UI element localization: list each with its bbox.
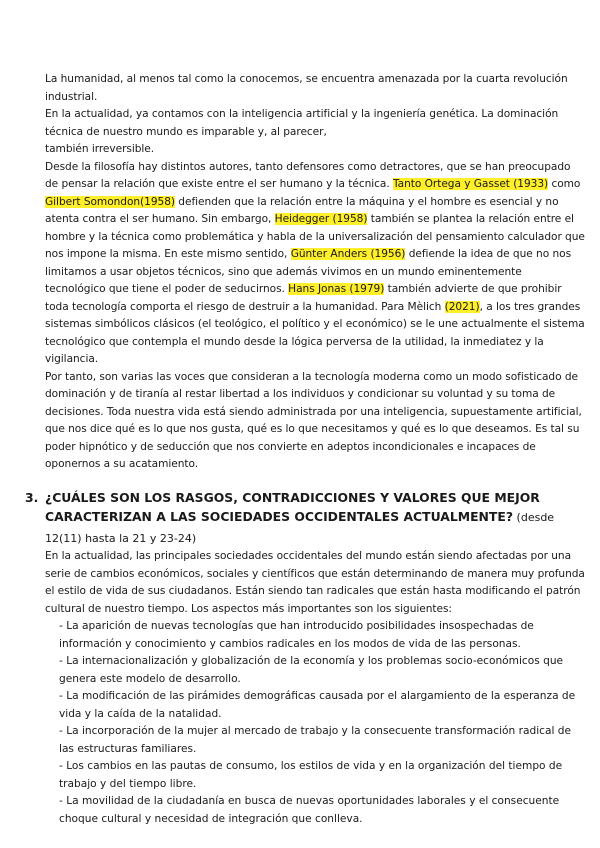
- question-number: 3.: [25, 489, 39, 505]
- document-page: [25, 71, 585, 828]
- highlight-heidegger: Heidegger (1958): [274, 213, 368, 225]
- list-item: - La internacionalización y globalización de la economía y los problemas socio-económicos que genera este modelo de desarrollo.: [59, 655, 564, 685]
- philosophy-paragraph: [45, 159, 585, 369]
- highlight-simondon: Gilbert Somondon(1958): [45, 195, 175, 208]
- intro-line-1: La humanidad, al menos tal como la conocemos, se encuentra amenazada por la cuarta revolución industrial.: [45, 73, 568, 103]
- list-item: - La modificación de las pirámides demográficas causada por el alargamiento de la esperanza de vida y la caída de la natalidad.: [59, 690, 576, 720]
- highlight-melich-year: (2021): [444, 300, 480, 313]
- text-span: defienden que la relación entre la máquina y el hombre es esencial y no atenta contra el ser humano. Sin embargo,: [45, 195, 559, 225]
- text-span: también advierte de que prohibir toda tecnología comporta el riesgo de destruir a la humanidad. Para Mèlich: [45, 283, 562, 313]
- question-title: ¿CUÁLES SON LOS RASGOS, CONTRADICCIONES Y VALORES QUE MEJOR CARACTERIZAN A LAS SOCIEDADES OCCIDENTALES ACTUALMENTE?: [45, 489, 540, 524]
- question-heading: [25, 488, 585, 549]
- highlight-ortega: Tanto Ortega y Gasset (1933): [393, 178, 549, 190]
- list-item: - La incorporación de la mujer al mercado de trabajo y la consecuente transformación radical de las estructuras familiares.: [59, 725, 572, 755]
- list-item: - La aparición de nuevas tecnologías que han introducido posibilidades insospechadas de información y conocimiento y cambios radicales en los modos de vida de las personas.: [59, 620, 534, 650]
- intro-line-3: también irreversible.: [45, 143, 155, 155]
- answer-intro: En la actualidad, las principales sociedades occidentales del mundo están siendo afectadas por una serie de cambios económicos, sociales y científicos que están determinando de manera muy profunda el estilo de vida de sus ciudadanos. Están siendo tan radicales que están hasta modificando el patrón cultural de nuestro tiempo. Los aspectos más importantes son los siguientes:: [45, 550, 585, 615]
- text-span: también se plantea la relación entre el hombre y la técnica como problemática y habla de la universalización del pensamiento calculador que nos impone la misma. En este mismo sentido,: [45, 213, 585, 260]
- intro-line-2: En la actualidad, ya contamos con la inteligencia artificial y la ingeniería genética. La dominación técnica de nuestro mundo es imparable y, al parecer,: [45, 108, 559, 138]
- list-item: - Los cambios en las pautas de consumo, los estilos de vida y en la organización del tiempo de trabajo y del tiempo libre.: [59, 760, 563, 790]
- list-item: - La movilidad de la ciudadanía en busca de nuevas oportunidades laborales y el consecuente choque cultural y necesidad de integración que conlleva.: [59, 795, 560, 825]
- highlight-jonas: Hans Jonas (1979): [288, 283, 385, 295]
- text-span: , a los tres grandes sistemas simbólicos clásicos (el teológico, el político y el económico) se le une actualmente el sistema tecnológico que contempla el mundo desde la lógica perversa de la utilidad, la inmediatez y la vigilancia.: [45, 300, 585, 365]
- text-span: Desde la filosofía hay distintos autores, tanto defensores como detractores, que se han preocupado de pensar la relación que existe entre el ser humano y la técnica.: [45, 160, 571, 190]
- conclusion-paragraph: Por tanto, son varias las voces que consideran a la tecnología moderna como un modo sofisticado de dominación y de tiranía al restar libertad a los individuos y condicionar su voluntad y su toma de decisiones. Toda nuestra vida está siendo administrada por una inteligencia, supuestamente artificial, que nos dice qué es lo que nos gusta, qué es lo que necesitamos y qué es lo que deseamos. Es tal su poder hipnótico y de seducción que nos convierte en adeptos incondicionales e incapaces de oponernos a su acatamiento.: [45, 370, 582, 470]
- text-span: como: [548, 178, 581, 190]
- highlight-anders: Günter Anders (1956): [290, 248, 406, 260]
- question-note: (desde 12(11) hasta la 21 y 23-24): [45, 511, 555, 545]
- text-span: defiende la idea de que no nos limitamos a usar objetos técnicos, sino que además vivimos en un mundo eminentemente tecnológico que tiene el poder de seducirnos.: [45, 248, 572, 295]
